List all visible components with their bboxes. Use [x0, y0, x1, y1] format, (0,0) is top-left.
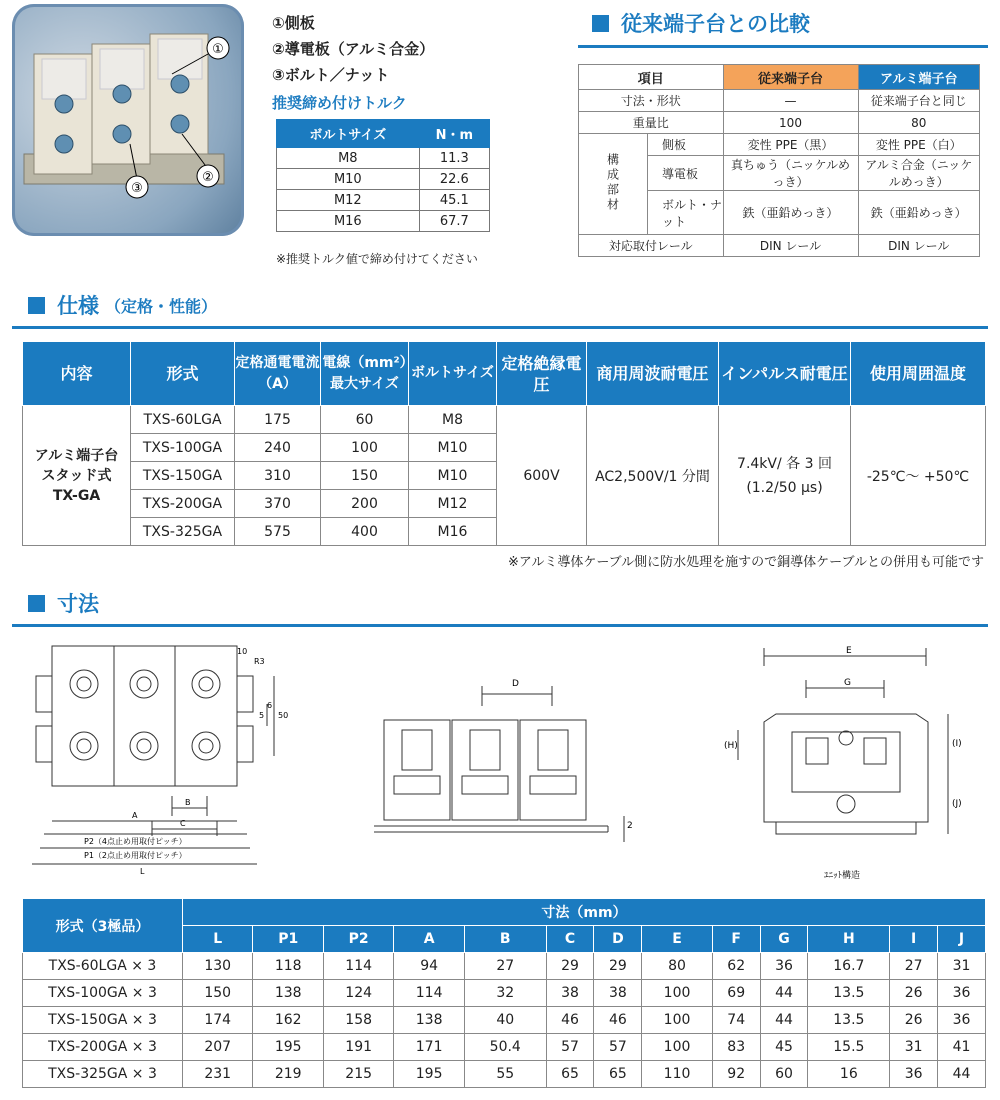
dims-cell: 46 — [594, 1007, 642, 1034]
spec-cell: 370 — [235, 490, 321, 518]
dims-cell: 29 — [546, 953, 594, 980]
spec-cell: 310 — [235, 462, 321, 490]
dims-cell: 114 — [323, 953, 393, 980]
spec-impulse-voltage: 7.4kV/ 各 3 回 (1.2/50 μs) — [719, 406, 851, 546]
dims-cell: 50.4 — [464, 1034, 546, 1061]
dims-cell: 174 — [183, 1007, 253, 1034]
compare-cell: — — [723, 90, 858, 112]
spec-rule — [12, 326, 988, 329]
drawing-label: E — [846, 646, 852, 656]
torque-cell: 45.1 — [419, 190, 489, 211]
compare-header: 項目 — [579, 65, 724, 90]
dims-cell: 13.5 — [808, 1007, 890, 1034]
compare-cell: 鉄（亜鉛めっき） — [723, 191, 858, 235]
drawing-label: A — [132, 811, 138, 820]
dims-cell: 195 — [394, 1061, 464, 1088]
dims-cell: 80 — [642, 953, 712, 980]
dims-cell: 41 — [938, 1034, 986, 1061]
dims-cell: 62 — [712, 953, 760, 980]
dims-cell: 15.5 — [808, 1034, 890, 1061]
dims-cell: 55 — [464, 1061, 546, 1088]
photo-label-2: ② — [202, 170, 214, 185]
dims-header: P1 — [253, 926, 323, 953]
spec-table — [22, 341, 986, 546]
spec-withstand-voltage: AC2,500V/1 分間 — [587, 406, 719, 546]
drawing-label: 6 — [267, 701, 273, 710]
torque-cell: M8 — [277, 148, 420, 169]
dims-header: L — [183, 926, 253, 953]
dims-cell: 162 — [253, 1007, 323, 1034]
compare-cell: DIN レール — [858, 235, 980, 257]
spec-subtitle: （定格・性能） — [105, 296, 218, 316]
dims-cell: 57 — [546, 1034, 594, 1061]
torque-cell: M10 — [277, 169, 420, 190]
spec-header: 内容 — [23, 342, 131, 406]
compare-heading — [592, 8, 810, 38]
dims-cell: 36 — [938, 980, 986, 1007]
dims-header: 寸法（mm） — [183, 899, 986, 926]
drawing-label: 2 — [627, 821, 633, 831]
dims-model-cell: TXS-100GA × 3 — [23, 980, 183, 1007]
dims-cell: 83 — [712, 1034, 760, 1061]
compare-header: アルミ端子台 — [858, 65, 980, 90]
compare-cell: 変性 PPE（白） — [858, 134, 980, 156]
dims-cell: 138 — [394, 1007, 464, 1034]
dimensions-table — [22, 898, 986, 1088]
drawing-label: 10 — [237, 647, 248, 656]
table-row — [23, 1061, 986, 1088]
table-row — [579, 112, 980, 134]
dims-cell: 31 — [890, 1034, 938, 1061]
compare-table — [578, 64, 980, 257]
spec-header: ボルトサイズ — [409, 342, 497, 406]
spec-cell: M16 — [409, 518, 497, 546]
spec-cell: M8 — [409, 406, 497, 434]
drawing-label: D — [512, 679, 519, 689]
heading-square-icon — [592, 15, 609, 32]
dims-cell: 191 — [323, 1034, 393, 1061]
dims-cell: 94 — [394, 953, 464, 980]
drawing-label: P2（4点止め用取付ピッチ） — [84, 837, 187, 846]
dims-header: H — [808, 926, 890, 953]
drawing-label: ﾕﾆｯﾄ構造 — [824, 871, 861, 881]
spec-heading — [28, 290, 217, 320]
spec-cell: 400 — [321, 518, 409, 546]
table-row — [23, 1007, 986, 1034]
compare-cell: 80 — [858, 112, 980, 134]
dims-cell: 114 — [394, 980, 464, 1007]
dims-cell: 27 — [890, 953, 938, 980]
drawing-label: B — [185, 798, 191, 807]
table-row — [23, 980, 986, 1007]
dims-header: E — [642, 926, 712, 953]
photo-label-1: ① — [212, 42, 224, 57]
dims-cell: 31 — [938, 953, 986, 980]
torque-header: N・m — [419, 120, 489, 148]
dims-cell: 38 — [594, 980, 642, 1007]
dimensions-title: 寸法 — [57, 592, 99, 616]
table-row — [579, 134, 980, 156]
drawing-label: P1（2点止め用取付ピッチ） — [84, 851, 187, 860]
compare-cell: 100 — [723, 112, 858, 134]
dimensions-heading — [28, 588, 99, 618]
table-row — [277, 169, 490, 190]
spec-header: 商用周波耐電圧 — [587, 342, 719, 406]
spec-cell: 575 — [235, 518, 321, 546]
dims-cell: 92 — [712, 1061, 760, 1088]
torque-cell: 67.7 — [419, 211, 489, 232]
part-item: ②導電板（アルミ合金） — [272, 40, 435, 58]
compare-cell: 従来端子台と同じ — [858, 90, 980, 112]
spec-cell: 200 — [321, 490, 409, 518]
dims-cell: 46 — [546, 1007, 594, 1034]
dims-cell: 36 — [938, 1007, 986, 1034]
dims-cell: 158 — [323, 1007, 393, 1034]
dims-cell: 231 — [183, 1061, 253, 1088]
dims-cell: 171 — [394, 1034, 464, 1061]
spec-cell: TXS-325GA — [131, 518, 235, 546]
dims-header: 形式（3極品） — [23, 899, 183, 953]
compare-group-label: 構成部材 — [605, 152, 620, 213]
spec-cell: 175 — [235, 406, 321, 434]
table-row — [277, 148, 490, 169]
heading-square-icon — [28, 297, 45, 314]
compare-cell: 寸法・形状 — [579, 90, 724, 112]
dims-cell: 57 — [594, 1034, 642, 1061]
dims-cell: 69 — [712, 980, 760, 1007]
product-photo — [12, 4, 244, 236]
spec-cell: M10 — [409, 462, 497, 490]
terminal-block-illustration — [12, 4, 244, 236]
compare-cell: 真ちゅう（ニッケルめっき） — [723, 156, 858, 191]
spec-header: 形式 — [131, 342, 235, 406]
dims-model-cell: TXS-200GA × 3 — [23, 1034, 183, 1061]
dims-header: G — [760, 926, 808, 953]
dims-cell: 44 — [760, 1007, 808, 1034]
drawing-label: C — [180, 819, 186, 828]
dims-cell: 118 — [253, 953, 323, 980]
dims-cell: 27 — [464, 953, 546, 980]
dims-cell: 60 — [760, 1061, 808, 1088]
table-row — [277, 190, 490, 211]
dims-header: I — [890, 926, 938, 953]
dims-cell: 215 — [323, 1061, 393, 1088]
compare-cell: 重量比 — [579, 112, 724, 134]
compare-cell: ボルト・ナット — [648, 191, 724, 235]
dims-cell: 26 — [890, 980, 938, 1007]
torque-cell: M16 — [277, 211, 420, 232]
dimensions-rule — [12, 624, 988, 627]
dims-cell: 124 — [323, 980, 393, 1007]
compare-rule — [578, 45, 988, 48]
dims-header: F — [712, 926, 760, 953]
drawing-label: (J) — [952, 799, 962, 809]
dims-cell: 13.5 — [808, 980, 890, 1007]
torque-title: 推奨締め付けトルク — [272, 94, 407, 112]
dims-cell: 150 — [183, 980, 253, 1007]
drawing-label: R3 — [254, 657, 265, 666]
dims-cell: 207 — [183, 1034, 253, 1061]
dims-cell: 26 — [890, 1007, 938, 1034]
dims-cell: 100 — [642, 1034, 712, 1061]
dims-cell: 100 — [642, 1007, 712, 1034]
spec-header: 使用周囲温度 — [851, 342, 986, 406]
dims-model-cell: TXS-150GA × 3 — [23, 1007, 183, 1034]
drawing-label: L — [140, 867, 145, 876]
compare-cell: 導電板 — [648, 156, 724, 191]
spec-cell: TXS-60LGA — [131, 406, 235, 434]
drawing-label: 5 — [259, 711, 265, 720]
dims-cell: 130 — [183, 953, 253, 980]
side-view-drawing — [716, 642, 978, 888]
dims-model-cell: TXS-325GA × 3 — [23, 1061, 183, 1088]
dims-header: D — [594, 926, 642, 953]
spec-cell: 60 — [321, 406, 409, 434]
spec-cell: 150 — [321, 462, 409, 490]
compare-cell: 鉄（亜鉛めっき） — [858, 191, 980, 235]
table-row — [579, 235, 980, 257]
dims-cell: 138 — [253, 980, 323, 1007]
dims-cell: 44 — [760, 980, 808, 1007]
spec-cell: 100 — [321, 434, 409, 462]
dims-cell: 38 — [546, 980, 594, 1007]
dimensions-table-body — [23, 953, 986, 1088]
torque-header: ボルトサイズ — [277, 120, 420, 148]
compare-header: 従来端子台 — [723, 65, 858, 90]
dims-cell: 219 — [253, 1061, 323, 1088]
drawing-label: 50 — [278, 711, 289, 720]
dims-cell: 29 — [594, 953, 642, 980]
table-row — [579, 90, 980, 112]
dims-header: P2 — [323, 926, 393, 953]
dims-cell: 65 — [594, 1061, 642, 1088]
dims-cell: 44 — [938, 1061, 986, 1088]
drawing-label: G — [844, 678, 851, 688]
compare-cell: アルミ合金（ニッケルめっき） — [858, 156, 980, 191]
spec-cell: TXS-100GA — [131, 434, 235, 462]
compare-cell: 変性 PPE（黒） — [723, 134, 858, 156]
spec-insulation-voltage: 600V — [497, 406, 587, 546]
compare-title: 従来端子台との比較 — [621, 12, 810, 36]
dims-header: J — [938, 926, 986, 953]
spec-note: ※アルミ導体ケーブル側に防水処理を施すので銅導体ケーブルとの併用も可能です — [507, 555, 984, 570]
part-item: ①側板 — [272, 14, 315, 32]
dims-model-cell: TXS-60LGA × 3 — [23, 953, 183, 980]
drawing-label: (H) — [724, 741, 738, 751]
dims-cell: 195 — [253, 1034, 323, 1061]
dims-header: C — [546, 926, 594, 953]
parts-list — [272, 10, 434, 88]
dims-cell: 16.7 — [808, 953, 890, 980]
torque-table — [276, 119, 490, 232]
dims-cell: 16 — [808, 1061, 890, 1088]
torque-cell: 22.6 — [419, 169, 489, 190]
spec-cell: TXS-200GA — [131, 490, 235, 518]
table-row — [23, 1034, 986, 1061]
spec-cell: 240 — [235, 434, 321, 462]
torque-cell: M12 — [277, 190, 420, 211]
heading-square-icon — [28, 595, 45, 612]
spec-content-label: アルミ端子台 スタッド式 TX-GA — [23, 406, 131, 546]
spec-header: 電線（mm²）最大サイズ — [321, 342, 409, 406]
dims-cell: 36 — [760, 953, 808, 980]
spec-cell: M10 — [409, 434, 497, 462]
top-view-drawing — [22, 636, 322, 886]
dims-cell: 45 — [760, 1034, 808, 1061]
drawing-label: (I) — [952, 739, 962, 749]
spec-temperature: -25℃～ +50℃ — [851, 406, 986, 546]
spec-cell: M12 — [409, 490, 497, 518]
compare-cell: 側板 — [648, 134, 724, 156]
spec-header: 定格通電電流（A） — [235, 342, 321, 406]
part-item: ③ボルト／ナット — [272, 66, 390, 84]
compare-cell: DIN レール — [723, 235, 858, 257]
dims-cell: 74 — [712, 1007, 760, 1034]
torque-cell: 11.3 — [419, 148, 489, 169]
dims-cell: 65 — [546, 1061, 594, 1088]
table-row — [277, 211, 490, 232]
front-view-drawing — [372, 676, 642, 846]
dims-cell: 36 — [890, 1061, 938, 1088]
spec-title: 仕様 — [57, 294, 99, 318]
table-row — [23, 953, 986, 980]
compare-cell: 対応取付レール — [579, 235, 724, 257]
torque-note: ※推奨トルク値で締め付けてください — [276, 252, 478, 266]
dims-header: A — [394, 926, 464, 953]
spec-cell: TXS-150GA — [131, 462, 235, 490]
photo-label-3: ③ — [131, 181, 143, 196]
spec-header: インパルス耐電圧 — [719, 342, 851, 406]
table-row — [23, 406, 986, 434]
dims-header: B — [464, 926, 546, 953]
dims-cell: 32 — [464, 980, 546, 1007]
dims-cell: 100 — [642, 980, 712, 1007]
dims-cell: 40 — [464, 1007, 546, 1034]
dims-cell: 110 — [642, 1061, 712, 1088]
spec-header: 定格絶縁電圧 — [497, 342, 587, 406]
